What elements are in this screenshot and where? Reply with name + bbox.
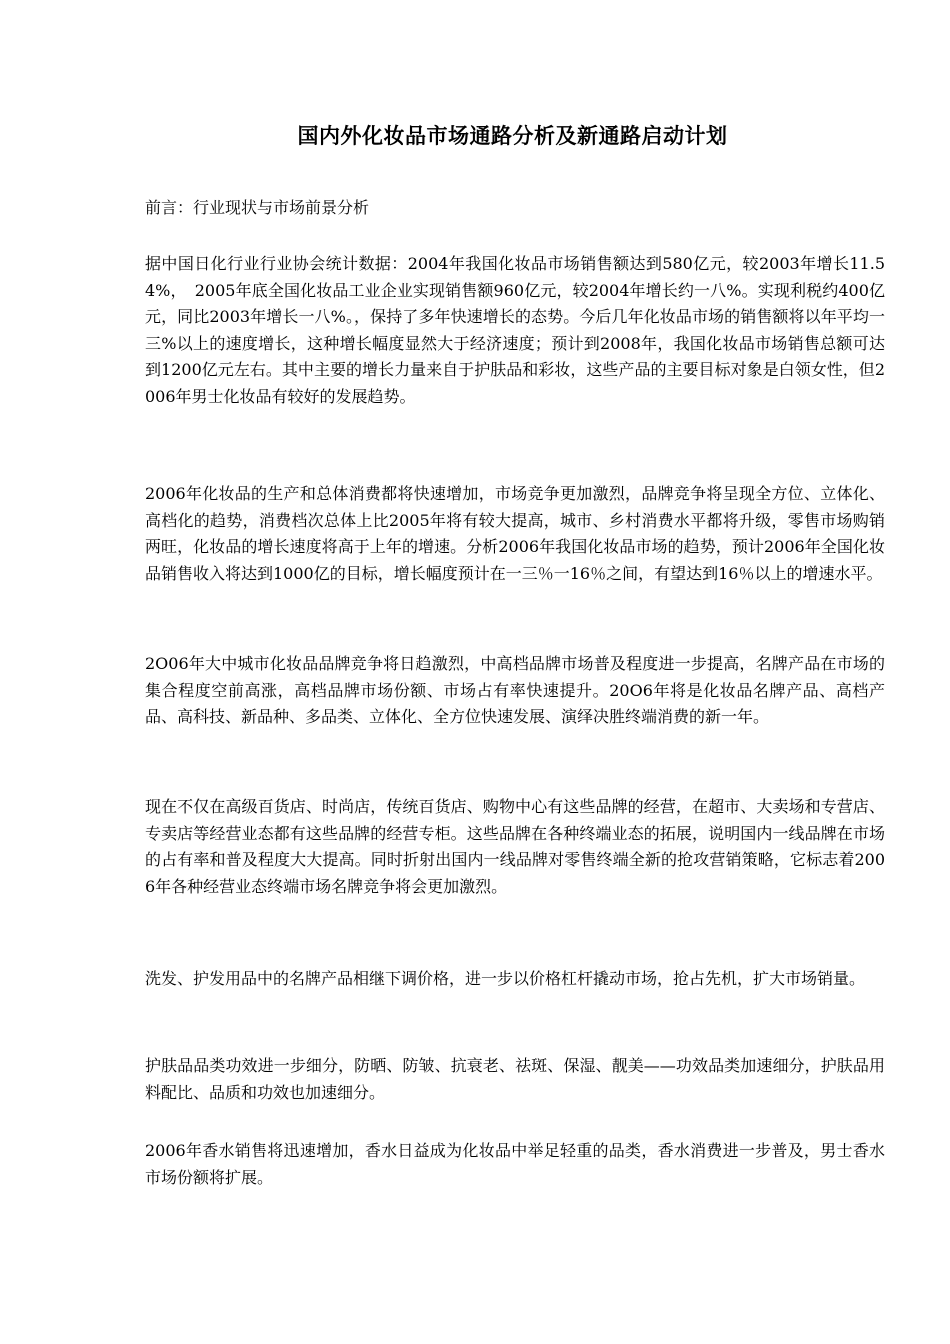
paragraph-perfume-sales: 2006年香水销售将迅速增加，香水日益成为化妆品中举足轻重的品类，香水消费进一步普及，男士香水市场份额将扩展。: [145, 1141, 885, 1187]
paragraph-2006-growth-forecast: 2006年化妆品的生产和总体消费都将快速增加，市场竞争更加激烈，品牌竞争将呈现全方位、立体化、高档化的趋势，消费档次总体上比2005年将有较大提高，城市、乡村消费水平都将升级，零售市场购销两旺，化妆品的增长速度将高于上年的增速。分析2006年我国化妆品市场的趋势，预计2006年全国化妆品销售收入将达到1000亿的目标，增长幅度预计在一三％一16％之间，有望达到16％以上的增速水平。: [145, 484, 885, 583]
paragraph-haircare-pricing: 洗发、护发用品中的名牌产品相继下调价格，进一步以价格杠杆撬动市场，抢占先机，扩大市场销量。: [145, 969, 866, 988]
intro-heading: 前言：行业现状与市场前景分析: [145, 198, 370, 217]
paragraph-retail-channels: 现在不仅在高级百货店、时尚店，传统百货店、购物中心有这些品牌的经营，在超市、大卖场和专营店、专卖店等经营业态都有这些品牌的经营专柜。这些品牌在各种终端业态的拓展，说明国内一线品牌在市场的占有率和普及程度大大提高。同时折射出国内一线品牌对零售终端全新的抢攻营销策略，它标志着2006年各种经营业态终端市场名牌竞争将会更加激烈。: [145, 797, 885, 896]
document-title: 国内外化妆品市场通路分析及新通路启动计划: [297, 123, 728, 148]
paragraph-brand-competition: 2O06年大中城市化妆品品牌竞争将日趋激烈，中高档品牌市场普及程度进一步提高，名牌产品在市场的集合程度空前高涨，高档品牌市场份额、市场占有率快速提升。20O6年将是化妆品名牌产品、高档产品、高科技、新品种、多品类、立体化、全方位快速发展、演绎决胜终端消费的新一年。: [145, 654, 885, 726]
paragraph-market-statistics: 据中国日化行业行业协会统计数据：2004年我国化妆品市场销售额达到580亿元，较2003年增长11.54%， 2005年底全国化妆品工业企业实现销售额960亿元，较2004年增长约一八%。实现利税约400亿元，同比2003年增长一八%。，保持了多年快速增长的态势。今后几年化妆品市场的销售额将以年平均一三%以上的速度增长，这种增长幅度显然大于经济速度；预计到2008年，我国化妆品市场销售总额可达到1200亿元左右。其中主要的增长力量来自于护肤品和彩妆，这些产品的主要目标对象是白领女性，但2006年男士化妆品有较好的发展趋势。: [145, 254, 885, 406]
paragraph-skincare-segmentation: 护肤品品类功效进一步细分，防晒、防皱、抗衰老、祛斑、保湿、靓美——功效品类加速细分，护肤品用料配比、品质和功效也加速细分。: [145, 1056, 885, 1102]
